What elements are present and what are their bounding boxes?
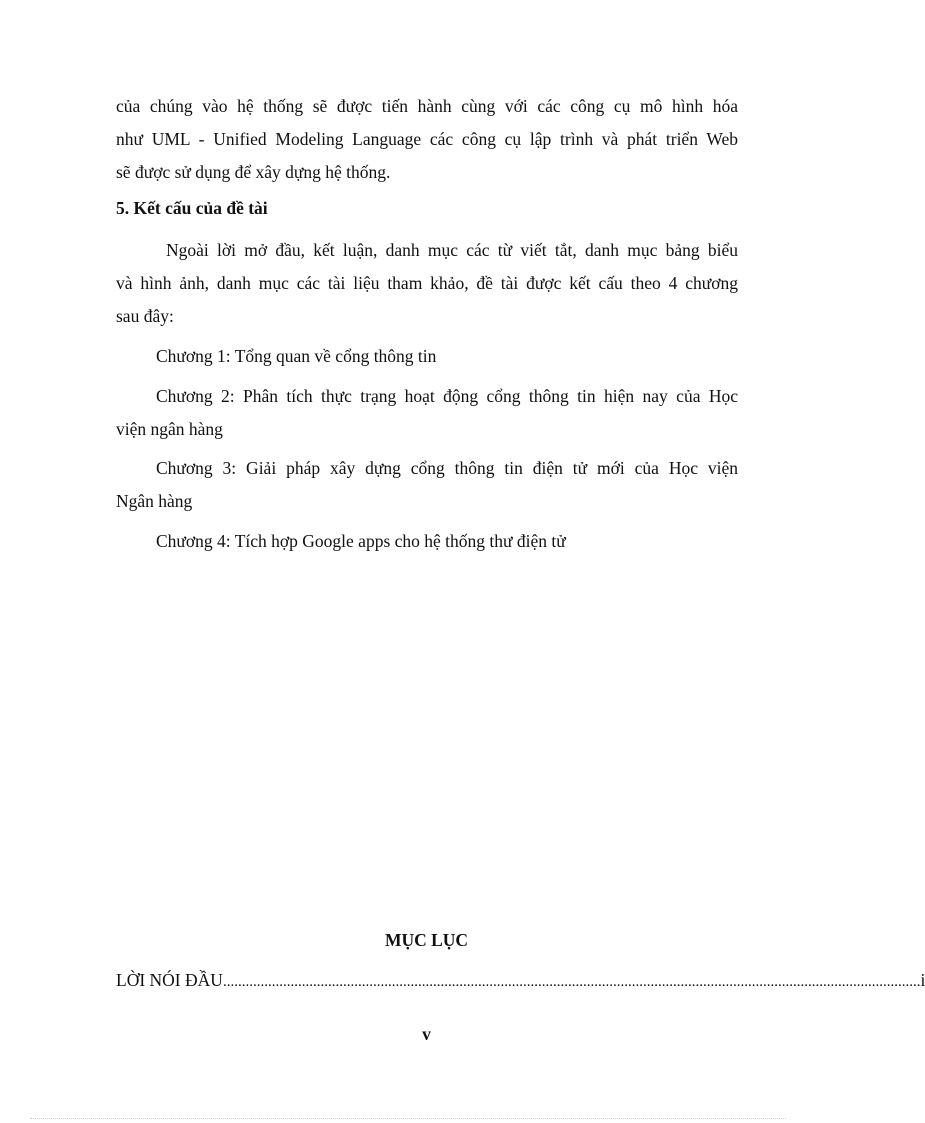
toc-title: MỤC LỤC — [384, 930, 469, 950]
chapter-1: Chương 1: Tổng quan về cổng thông tin — [156, 346, 437, 366]
section-heading: 5. Kết cấu của đề tài — [116, 198, 268, 218]
footer-divider — [30, 1118, 786, 1119]
chapter-2-line-2: viện ngân hàng — [116, 419, 223, 439]
section-paragraph-line-1: Ngoài lời mở đầu, kết luận, danh mục các từ viết tắt, danh mục bảng biểu — [166, 240, 738, 260]
toc-dot-leader: .......................................................................................................................................................................................... — [222, 974, 921, 990]
page-number: v — [422, 1024, 431, 1044]
section-paragraph-line-2: và hình ảnh, danh mục các tài liệu tham khảo, đề tài được kết cấu theo 4 chương — [116, 273, 738, 293]
chapter-2-line-1: Chương 2: Phân tích thực trạng hoạt động cổng thông tin hiện nay của Học — [156, 386, 738, 406]
intro-line-2: như UML - Unified Modeling Language các công cụ lập trình và phát triển Web — [116, 129, 738, 149]
section-paragraph-line-3: sau đây: — [116, 306, 174, 326]
chapter-4: Chương 4: Tích hợp Google apps cho hệ thống thư điện tử — [156, 531, 566, 551]
toc-entry-page: i — [920, 970, 925, 990]
chapter-3-line-1: Chương 3: Giải pháp xây dựng cổng thông tin điện tử mới của Học viện — [156, 458, 738, 478]
chapter-3-line-2: Ngân hàng — [116, 491, 193, 511]
intro-line-1: của chúng vào hệ thống sẽ được tiến hành cùng với các công cụ mô hình hóa — [116, 96, 738, 116]
intro-line-3: sẽ được sử dụng để xây dựng hệ thống. — [116, 162, 391, 182]
toc-entry-label: LỜI NÓI ĐẦU — [116, 970, 223, 990]
toc-entry[interactable] — [116, 970, 925, 991]
